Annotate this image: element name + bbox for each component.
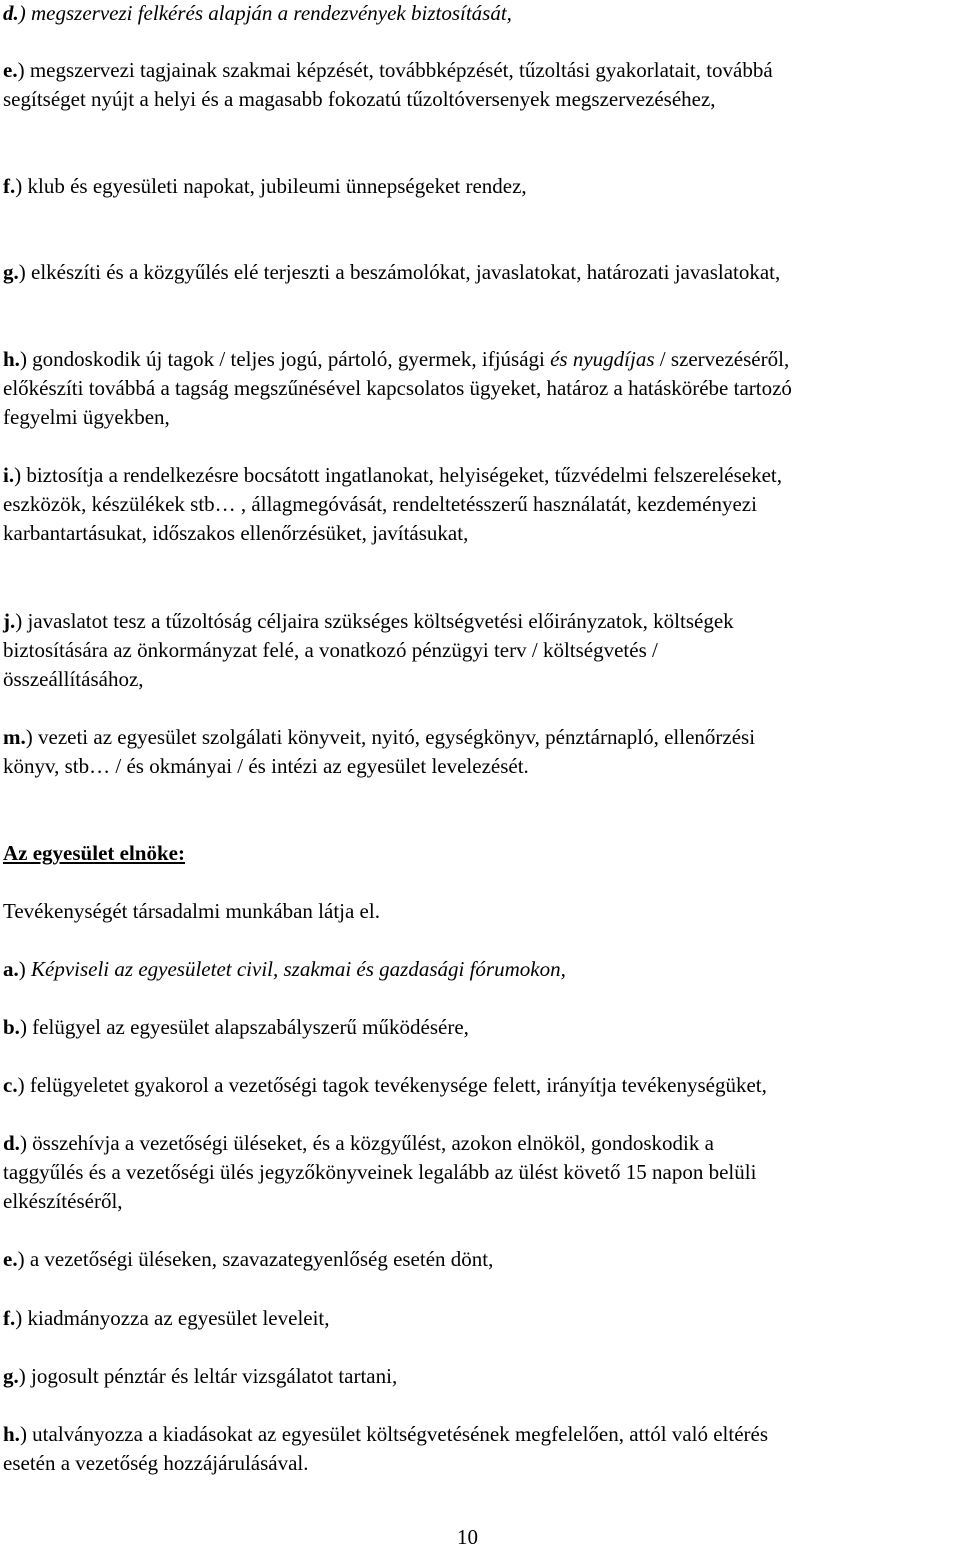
item-h-bottom-line1: h.) utalványozza a kiadásokat az egyesület költségvetésének megfelelően, attól való eltérés	[3, 1422, 769, 1446]
item-h-line3: fegyelmi ügyekben,	[3, 405, 170, 429]
page-number: 10	[457, 1525, 478, 1549]
item-e-bottom: e.) a vezetőségi üléseken, szavazategyenlőség esetén dönt,	[3, 1247, 494, 1271]
item-m-line1: m.) vezeti az egyesület szolgálati könyveit, nyitó, egységkönyv, pénztárnapló, ellenőrzési	[3, 725, 756, 749]
section-intro: Tevékenységét társadalmi munkában látja el.	[3, 899, 380, 923]
item-g-top: g.) elkészíti és a közgyűlés elé terjeszti a beszámolókat, javaslatokat, határozati javaslatokat,	[3, 260, 781, 284]
item-b-bottom: b.) felügyel az egyesület alapszabályszerű működésére,	[3, 1015, 469, 1039]
item-j-line2: biztosítására az önkormányzat felé, a vonatkozó pénzügyi terv / költségvetés /	[3, 638, 658, 662]
item-d-top: d.) megszervezi felkérés alapján a rendezvények biztosítását,	[3, 1, 512, 25]
item-m-line2: könyv, stb… / és okmányai / és intézi az egyesület levelezését.	[3, 754, 529, 778]
item-i-line2: eszközök, készülékek stb… , állagmegóvását, rendeltetésszerű használatát, kezdeményezi	[3, 492, 757, 516]
item-g-bottom: g.) jogosult pénztár és leltár vizsgálatot tartani,	[3, 1364, 398, 1388]
item-d-bottom-line2: taggyűlés és a vezetőségi ülés jegyzőkönyveinek legalább az ülést követő 15 napon belüli	[3, 1160, 757, 1184]
item-d-bottom-line3: elkészítéséről,	[3, 1189, 123, 1213]
item-i-line3: karbantartásukat, időszakos ellenőrzésüket, javításukat,	[3, 521, 469, 545]
item-j-line1: j.) javaslatot tesz a tűzoltóság céljaira szükséges költségvetési előirányzatok, költségek	[3, 609, 734, 633]
item-c-bottom: c.) felügyeletet gyakorol a vezetőségi tagok tevékenysége felett, irányítja tevékenységüket,	[3, 1073, 767, 1097]
item-e-line1: e.) megszervezi tagjainak szakmai képzését, továbbképzését, tűzoltási gyakorlatait, továbbá	[3, 58, 773, 82]
item-j-line3: összeállításához,	[3, 667, 144, 691]
item-h-bottom-line2: esetén a vezetőség hozzájárulásával.	[3, 1451, 309, 1475]
item-f-bottom: f.) kiadmányozza az egyesület leveleit,	[3, 1306, 330, 1330]
item-d-bottom-line1: d.) összehívja a vezetőségi üléseket, és a közgyűlést, azokon elnököl, gondoskodik a	[3, 1131, 714, 1155]
section-heading: Az egyesület elnöke:	[3, 841, 185, 865]
item-e-line2: segítséget nyújt a helyi és a magasabb fokozatú tűzoltóversenyek megszervezéséhez,	[3, 87, 716, 111]
item-a-bottom: a.) Képviseli az egyesületet civil, szakmai és gazdasági fórumokon,	[3, 957, 566, 981]
item-i-line1: i.) biztosítja a rendelkezésre bocsátott ingatlanokat, helyiségeket, tűzvédelmi felszereléseket,	[3, 463, 783, 487]
item-h-line2: előkészíti továbbá a tagság megszűnésével kapcsolatos ügyeket, határoz a hatáskörébe tartozó	[3, 376, 792, 400]
item-h-line1: h.) gondoskodik új tagok / teljes jogú, pártoló, gyermek, ifjúsági és nyugdíjas / szervezéséről,	[3, 347, 790, 371]
item-f-top: f.) klub és egyesületi napokat, jubileumi ünnepségeket rendez,	[3, 174, 527, 198]
